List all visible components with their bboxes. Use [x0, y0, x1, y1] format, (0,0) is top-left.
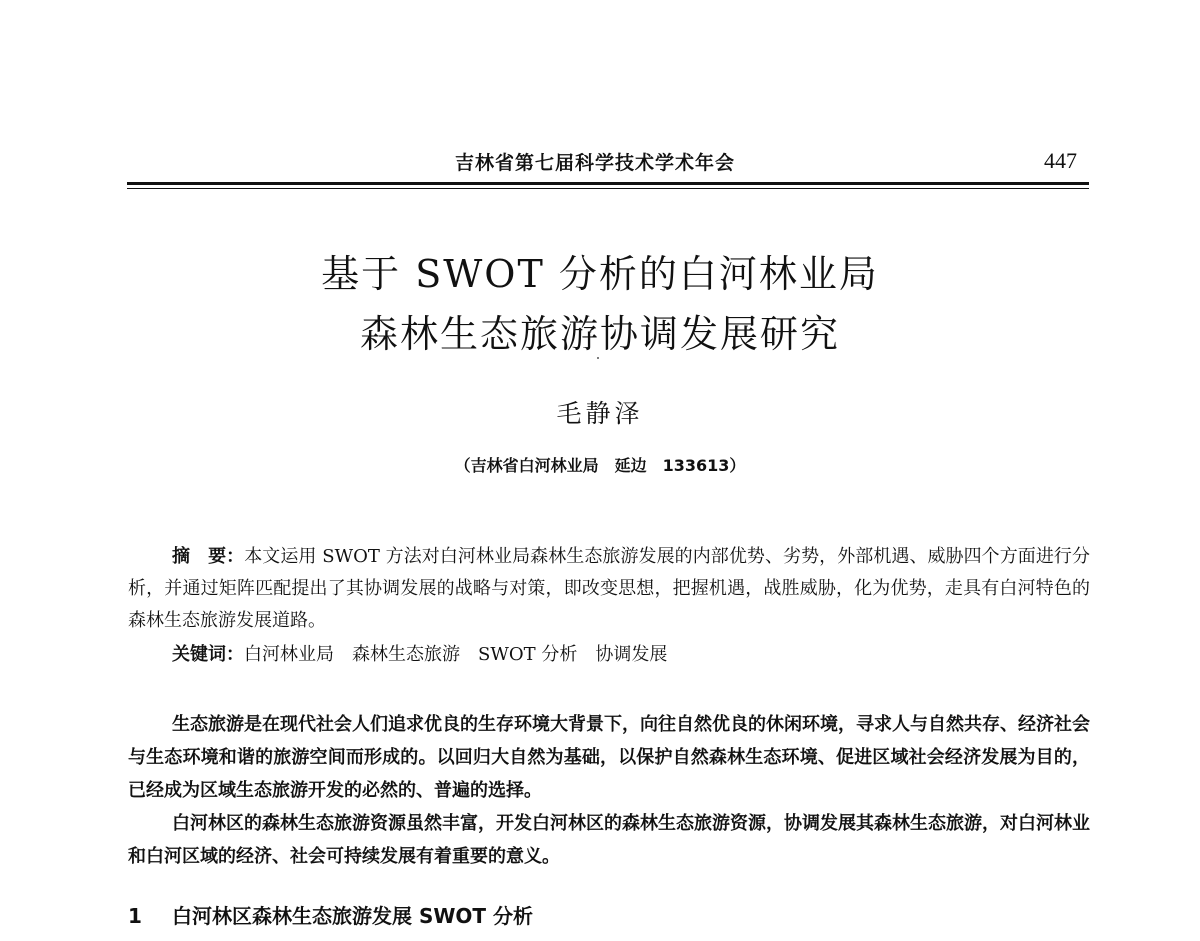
header-rule-thin [127, 188, 1089, 189]
author-affiliation: （吉林省白河林业局 延边 133613） [454, 456, 746, 475]
author-name: 毛静泽 [556, 399, 644, 428]
article-title-line2: 森林生态旅游协调发展研究 [359, 312, 840, 356]
body-paragraph-1: 生态旅游是在现代社会人们追求优良的生存环境大背景下，向往自然优良的休闲环境，寻求人与自然共存、经济社会与生态环境和谐的旅游空间而形成的。以回归大自然为基础，以保护自然森林生态环境、促进区域社会经济发展为目的，已经成为区域生态旅游开发的必然的、普遍的选择。 [128, 714, 1090, 801]
header-rule-thick [127, 182, 1089, 185]
page-number: 447 [1044, 148, 1077, 173]
keywords-text: 白河林业局 森林生态旅游 SWOT 分析 协调发展 [244, 644, 668, 665]
abstract-label: 摘 要： [172, 546, 245, 567]
abstract [128, 541, 1090, 637]
body-paragraph-2: 白河林区的森林生态旅游资源虽然丰富，开发白河林区的森林生态旅游资源，协调发展其森林生态旅游，对白河林业和白河区域的经济、社会可持续发展有着重要的意义。 [128, 813, 1090, 867]
section-number: 1 [128, 904, 142, 928]
article-title-line1: 基于 SWOT 分析的白河林业局 [321, 252, 879, 296]
section-heading [128, 900, 533, 929]
running-head: 吉林省第七届科学技术学术年会 [455, 152, 736, 174]
section-title: 白河林区森林生态旅游发展 SWOT 分析 [172, 904, 534, 928]
abstract-text: 本文运用 SWOT 方法对白河林业局森林生态旅游发展的内部优势、劣势，外部机遇、威胁四个方面进行分析，并通过矩阵匹配提出了其协调发展的战略与对策，即改变思想，把握机遇，战胜威胁，化为优势，走具有白河特色的森林生态旅游发展道路。 [128, 546, 1090, 631]
body-text [128, 708, 1090, 873]
keywords-label: 关键词： [172, 644, 244, 665]
scan-speck [597, 357, 599, 359]
keywords [128, 639, 1090, 671]
